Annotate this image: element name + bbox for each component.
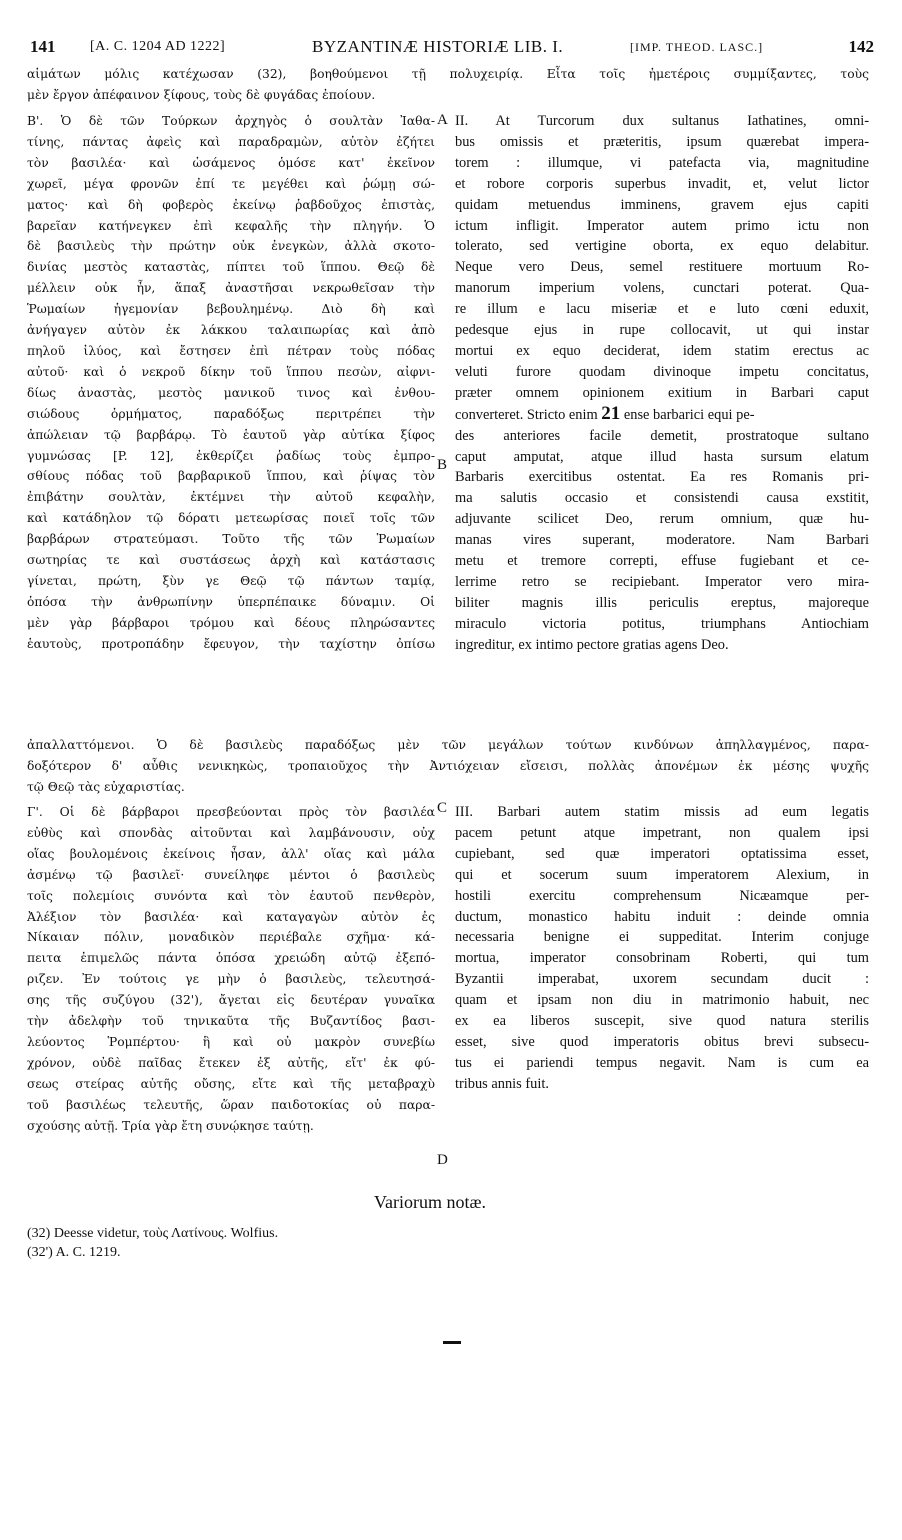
latin-text: converteret. Stricto enim: [455, 406, 598, 423]
greek-line: δινίας μεστὸς καταστὰς, πίπτει τοῦ ἵππου. Θεῷ δὲ: [27, 260, 435, 275]
greek-line: δοξότερον δ' αὖθις νενικηκὼς, τροπαιοῦχος τὴν Ἀντιόχειαν εἴσεισι, πολλὰς ἀπονέμων ἐκ μέσης ψυχῆς: [27, 758, 869, 773]
greek-line: καὶ κατάδηλον τῷ δόρατι μετεωρίσας ποιεῖ τοῖς τῶν: [27, 511, 435, 526]
latin-line: pacem petunt atque impetrant, non qualem ipsi: [455, 824, 869, 841]
greek-line: μὲν γὰρ βάρβαροι τρόμου καὶ δέους πληρώσαντες: [27, 615, 435, 630]
greek-line: χρόνον, οὐδὲ παῖδας ἔτεκεν ἐξ αὐτῆς, εἴτ' ἐκ φύ-: [27, 1055, 435, 1070]
latin-line: tus ei pariendi tempus negavit. Nam is cum ea: [455, 1054, 869, 1071]
latin-column-2: [455, 802, 869, 1095]
notes-title: Variorum notæ.: [374, 1192, 486, 1212]
greek-line: λεύοντος Ῥομπέρτου· ἣ καὶ οὐ μακρὸν συνεβίω: [27, 1034, 435, 1049]
latin-line: Barbaris exercitibus ostentat. Ea res Romanis pri-: [455, 469, 869, 486]
footnote-32: (32) Deesse videtur, τοὺς Λατίνους. Wolfius.: [27, 1226, 279, 1241]
latin-line: hostili exercitu comprehensum Nicæamque per-: [455, 887, 869, 904]
greek-line: σεως στείρας αὐτῆς οὔσης, εἴτε καὶ τῆς μεταβραχὺ: [27, 1076, 435, 1091]
greek-line: τοῦ βασιλέως τελευτῆς, ὥραν παιδοτοκίας οὐ παρα-: [27, 1097, 435, 1112]
latin-line: lerrime retro se recipiebant. Imperator vero mira-: [455, 573, 869, 590]
greek-line: πηλοῦ ἰλύος, καὶ ἔστησεν ἐπὶ πέτραν τοὺς πόδας: [27, 343, 435, 358]
latin-text: ense barbarici equi pe-: [623, 406, 755, 423]
greek-line: πειτα ἐπιμελῶς πάντα ὁπόσα χρειώδη αὐτῷ ἐξεπό-: [27, 951, 435, 966]
latin-line: esset, sive quod imperatoris obitus brevi subsecu-: [455, 1033, 869, 1050]
greek-line: ἑαυτοὺς, προτροπάδην ἔφευγον, τὴν ταχίστην ὀπίσω: [27, 636, 435, 651]
latin-line: manas vires superant, moderatore. Nam Barbari: [455, 532, 869, 549]
greek-line: ματος· καὶ δὴ φοβερὸς ἐκείνῳ ῥαβδοῦχος ἐπιστὰς,: [27, 197, 435, 212]
greek-line: βαρβάρων στρατεύμασι. Τοῦτο τῆς τῶν Ῥωμαίων: [27, 532, 435, 547]
greek-full-width: [27, 735, 869, 798]
greek-line: ἐπιβάτην σουλτὰν, ἐκτέμνει τὴν αὐτοῦ κεφαλὴν,: [27, 490, 435, 505]
greek-line: ἀσμένῳ τῷ βασιλεῖ· συνείληφε μέντοι ὁ βασιλεὺς: [27, 867, 435, 882]
latin-line: manorum imperium volens, cunctari poterat. Qua-: [455, 280, 869, 297]
greek-line: Β'. Ὁ δὲ τῶν Τούρκων ἀρχηγὸς ὁ σουλτὰν Ἰαθα-: [27, 114, 435, 128]
latin-line: Byzantii imperabat, uxorem secundam ducit :: [455, 971, 869, 988]
greek-line: ριζεν. Ἐν τούτοις γε μὴν ὁ βασιλεὺς, τελευτησά-: [27, 972, 435, 987]
latin-line: præter omnem opinionem exitium in Barbari caput: [455, 384, 869, 401]
greek-column-1: [27, 111, 435, 655]
greek-line: Ἀλέξιον τὸν βασιλέα· καὶ καταγαγὼν αὐτὸν ἐς: [27, 909, 435, 924]
greek-line: σωτηρίας τε καὶ συστάσεως ἀρχὴ καὶ κατάστασις: [27, 553, 435, 568]
greek-line: ὁπόσα τὴν ἀνθρωπίνην ὑπερπέπαικε δύναμιν. Οἱ: [27, 594, 435, 609]
latin-line: biliter magnis illis periculis ereptus, majoreque: [455, 594, 869, 611]
latin-line: III. Barbari autem statim missis ad eum legatis: [455, 804, 869, 820]
latin-line: cupiebant, sed quæ imperatori optatissima esset,: [455, 845, 869, 862]
latin-line: bus omissis et præteritis, ipsum quærebat impera-: [455, 133, 869, 150]
greek-line: σιώδους ὁρμήματος, παραδόξως περιτρέπει τὴν: [27, 406, 435, 421]
greek-column-2: [27, 802, 435, 1137]
greek-line: γυμνώσας [P. 12], ἐκθερίζει ῥαδίως τοὺς ἐμπρο-: [27, 448, 435, 463]
greek-line: βαρεῖαν κατήνεγκεν ἐπὶ κεφαλῆς τὴν πληγήν. Ὁ: [27, 218, 435, 233]
latin-line: ingreditur, ex intimo pectore gratias agens Deo.: [455, 636, 729, 653]
latin-line: pedesque ejus in rupe collocavit, ut qui instar: [455, 322, 869, 339]
latin-column-1: [455, 111, 869, 656]
latin-line: ductum, monastico habitu induit : deinde omnia: [455, 908, 869, 925]
latin-line: necessaria benigne ei suppeditat. Interim conjuge: [455, 929, 869, 946]
latin-line: mortua, imperator consobrinam Roberti, qui tum: [455, 950, 869, 967]
running-title: BYZANTINÆ HISTORIÆ LIB. I.: [312, 37, 564, 56]
greek-line: ἀνήγαγεν αὐτὸν ἐκ λάκκου ταλαιπωρίας καὶ ἀπὸ: [27, 323, 435, 338]
latin-line: II. At Turcorum dux sultanus Iathatines, omni-: [455, 113, 869, 129]
greek-line: σχούσης αὐτῇ. Τρία γὰρ ἔτη συνῴκησε ταύτῃ.: [27, 1118, 314, 1133]
latin-line: qui et socerum suum imperatorem Alexium, in: [455, 866, 869, 883]
latin-line: quam et ipsam non diu in matrimonio habuit, nec: [455, 992, 869, 1009]
latin-line: [455, 404, 869, 426]
greek-line: τὴν ἀδελφὴν τοῦ τηνικαῦτα τῆς Βυζαντίδος βασι-: [27, 1014, 435, 1029]
latin-line: tolerato, sed vertigine oborta, ex equo delabitur.: [455, 238, 869, 255]
latin-line: re illum e lacu miseriæ et e luto cœni eduxit,: [455, 301, 869, 318]
greek-line: τίνης, πάντας ἀφεὶς καὶ παραδραμὼν, αὐτὸν ἐζήτει: [27, 134, 435, 149]
latin-line: torem : illumque, vi patefacta via, magnitudine: [455, 154, 869, 171]
margin-letter-b: B: [437, 457, 448, 473]
greek-line: Ῥωμαίων ἡγεμονίαν βεβουλημένῳ. Διὸ δὴ καὶ: [27, 302, 435, 317]
footnote-32-prime: (32') A. C. 1219.: [27, 1245, 121, 1260]
margin-letter-d: D: [437, 1152, 448, 1168]
greek-line: σθίους πόδας τοῦ βαρβαρικοῦ ἵππου, καὶ ῥίψας τὸν: [27, 469, 435, 484]
margin-letter-c: C: [437, 800, 448, 816]
greek-line: αὐτοῦ· καὶ ὁ νεκροῦ δίκην τοῦ ἵππου πεσὼν, αἰφνι-: [27, 364, 435, 379]
latin-line: miraculo victoria potitus, triumphans Antiochiam: [455, 615, 869, 632]
imperator-tag: [IMP. THEOD. LASC.]: [630, 40, 764, 54]
latin-line: ex ea liberos suscepit, sive quod natura sterilis: [455, 1013, 869, 1030]
greek-line: δὲ βασιλεὺς τὴν πρώτην οὐκ ἐνεγκὼν, ἀλλὰ σκοτο-: [27, 239, 435, 254]
latin-line: mortui ex equo deciderat, idem statim erectus ac: [455, 342, 869, 359]
latin-line: ma salutis occasio et consistendi causa exstitit,: [455, 490, 869, 507]
margin-letter-a: A: [437, 112, 448, 128]
latin-line: et robore corporis superbus invadit, et, velut lictor: [455, 175, 869, 192]
greek-line: εὐθὺς καὶ σπονδὰς αἰτοῦνται καὶ λαμβάνουσιν, οὐχ: [27, 825, 435, 840]
page-end-rule: [443, 1341, 461, 1344]
running-header: [30, 37, 874, 59]
latin-line: Neque vero Deus, semel restituere mortuum Ro-: [455, 259, 869, 276]
greek-line: γίνεται, πρώτη, ξὺν γε Θεῷ τῷ πάντων ταμίᾳ,: [27, 573, 435, 588]
page-number-left: 141: [30, 37, 56, 56]
greek-intro: [27, 64, 869, 106]
greek-line: αἱμάτων μόλις κατέχωσαν (32), βοηθούμενοι τῇ πολυχειρίᾳ. Εἶτα τοῖς ἡμετέροις συμμίξαντες, τοὺς: [27, 67, 869, 81]
greek-line: δίως ἀναστὰς, μεστὸς μανικοῦ τινος καὶ ἐνθου-: [27, 385, 435, 400]
latin-line: caput amputat, atque illud hasta sursum elatum: [455, 448, 869, 465]
page-number-right: 142: [848, 37, 874, 56]
latin-line: tribus annis fuit.: [455, 1075, 549, 1092]
greek-line: ἀπαλλαττόμενοι. Ὁ δὲ βασιλεὺς παραδόξως μὲν τῶν μεγάλων τούτων κινδύνων ἀπηλλαγμένος, παρα-: [27, 738, 869, 752]
greek-line: Νίκαιαν πόλιν, μοναδικὸν περιέβαλε σχῆμα· κά-: [27, 930, 435, 945]
greek-line: τὸν βασιλέα· καὶ ὡσάμενος ὁμόσε κατ' ἐκεῖνον: [27, 155, 435, 170]
greek-line: οἵας βουλομένοις ἐκείνοις ἦσαν, ἀλλ' οἵας καὶ μάλα: [27, 846, 435, 861]
greek-line: μὲν ἔργον ἀπέφαινον ξίφους, τοὺς δὲ φυγάδας ἐποίουν.: [27, 87, 376, 102]
greek-line: χωρεῖ, μέγα φρονῶν ἐπί τε μεγέθει καὶ ῥώμῃ σώ-: [27, 176, 435, 191]
greek-line: Γ'. Οἱ δὲ βάρβαροι πρεσβεύονται πρὸς τὸν βασιλέα: [27, 805, 435, 819]
latin-line: adjuvante scilicet Deo, rerum omnium, quæ hu-: [455, 511, 869, 528]
page-marker-21: 21: [601, 403, 621, 424]
greek-line: τοῖς πολεμίοις συνόντα καὶ τὸν ἑαυτοῦ πενθερὸν,: [27, 888, 435, 903]
latin-line: veluti furore quodam divinoque impetu concitatus,: [455, 363, 869, 380]
greek-line: τῷ Θεῷ τὰς εὐχαριστίας.: [27, 779, 185, 794]
latin-line: ictum infligit. Imperator autem primo ictu non: [455, 217, 869, 234]
latin-line: des anteriores facile demetit, prostratoque sultano: [455, 427, 869, 444]
greek-line: σης τῆς συζύγου (32'), ἄγεται εἰς δευτέραν γυναῖκα: [27, 993, 435, 1008]
year-range: [A. C. 1204 AD 1222]: [90, 39, 226, 54]
greek-line: μέλλειν οὐκ ἦν, ἅπαξ ἀναστῆσαι νεκρωθεῖσαν τὴν: [27, 281, 435, 296]
greek-line: ἀπώλειαν τῷ βαρβάρῳ. Τὸ ἑαυτοῦ γὰρ αὐτίκα ξίφος: [27, 427, 435, 442]
latin-line: quidam metuendus imminens, gravem ejus capiti: [455, 196, 869, 213]
latin-line: metu et tremore correpti, effuse fugiebant et ce-: [455, 553, 869, 570]
